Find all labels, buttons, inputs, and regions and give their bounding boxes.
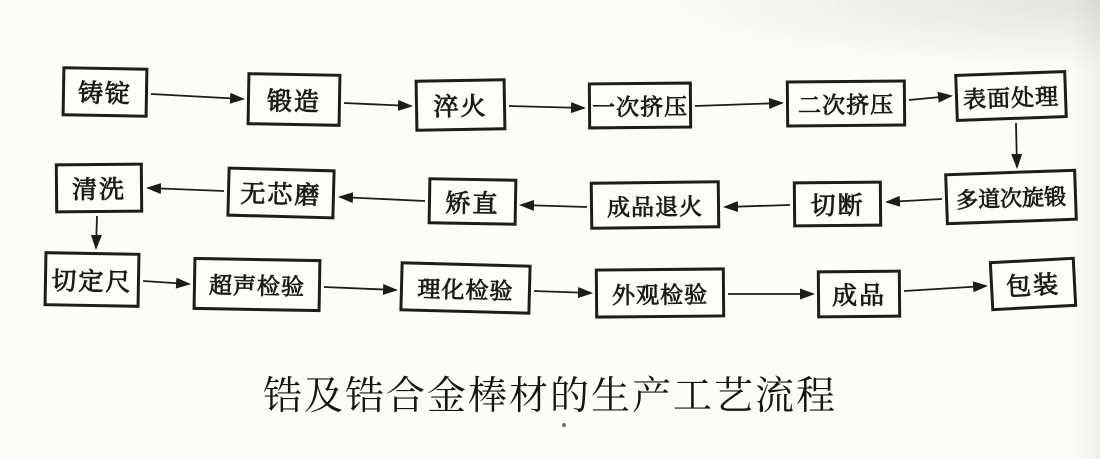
node-cutting: 切断 bbox=[793, 181, 882, 228]
arrow-cut-to-length-to-ultrasonic bbox=[143, 281, 189, 284]
node-ultrasonic-inspection: 超声检验 bbox=[193, 257, 322, 312]
arrow-annealing-to-straightening bbox=[521, 205, 587, 207]
arrow-first-to-second-extrusion bbox=[695, 103, 782, 106]
arrow-swaging-to-cutting bbox=[887, 199, 942, 202]
node-ingot-casting: 铸锭 bbox=[62, 66, 149, 117]
arrow-grinding-to-cleaning bbox=[148, 188, 224, 191]
node-multi-pass-rotary-swaging: 多道次旋锻 bbox=[944, 169, 1078, 226]
node-visual-inspection: 外观检验 bbox=[595, 267, 725, 318]
node-first-extrusion: 一次挤压 bbox=[588, 82, 692, 130]
arrow-physicochemical-to-visual bbox=[534, 291, 591, 293]
node-straightening: 矫直 bbox=[428, 177, 518, 226]
node-surface-treatment: 表面处理 bbox=[954, 70, 1068, 122]
node-forging: 锻造 bbox=[247, 72, 342, 127]
arrow-surface-treatment-to-swaging bbox=[1016, 123, 1017, 167]
arrow-ultrasonic-to-physicochemical bbox=[324, 287, 396, 290]
arrow-quenching-to-first-extrusion bbox=[509, 106, 584, 108]
node-packaging: 包装 bbox=[989, 257, 1077, 311]
arrow-forging-to-quenching bbox=[344, 103, 411, 106]
node-cut-to-length: 切定尺 bbox=[44, 251, 141, 308]
node-quenching: 淬火 bbox=[415, 78, 507, 132]
node-finished-product: 成品 bbox=[817, 270, 901, 319]
diagram-caption: 锆及锆合金棒材的生产工艺流程 bbox=[262, 375, 838, 418]
node-cleaning: 清洗 bbox=[55, 163, 143, 214]
node-centerless-grinding: 无芯磨 bbox=[226, 167, 335, 220]
node-final-annealing: 成品退火 bbox=[590, 180, 721, 230]
arrow-second-extrusion-to-surface-treatment bbox=[909, 96, 951, 100]
arrow-straightening-to-grinding bbox=[340, 197, 425, 201]
scan-speck bbox=[562, 423, 566, 427]
arrow-cleaning-to-cut-to-length bbox=[96, 216, 97, 248]
arrow-ingot-to-forging bbox=[151, 94, 243, 99]
arrow-finished-to-packaging bbox=[904, 286, 986, 291]
node-physicochemical-inspection: 理化检验 bbox=[399, 261, 531, 314]
arrow-cutting-to-annealing bbox=[725, 205, 790, 207]
node-second-extrusion: 二次挤压 bbox=[786, 79, 906, 127]
